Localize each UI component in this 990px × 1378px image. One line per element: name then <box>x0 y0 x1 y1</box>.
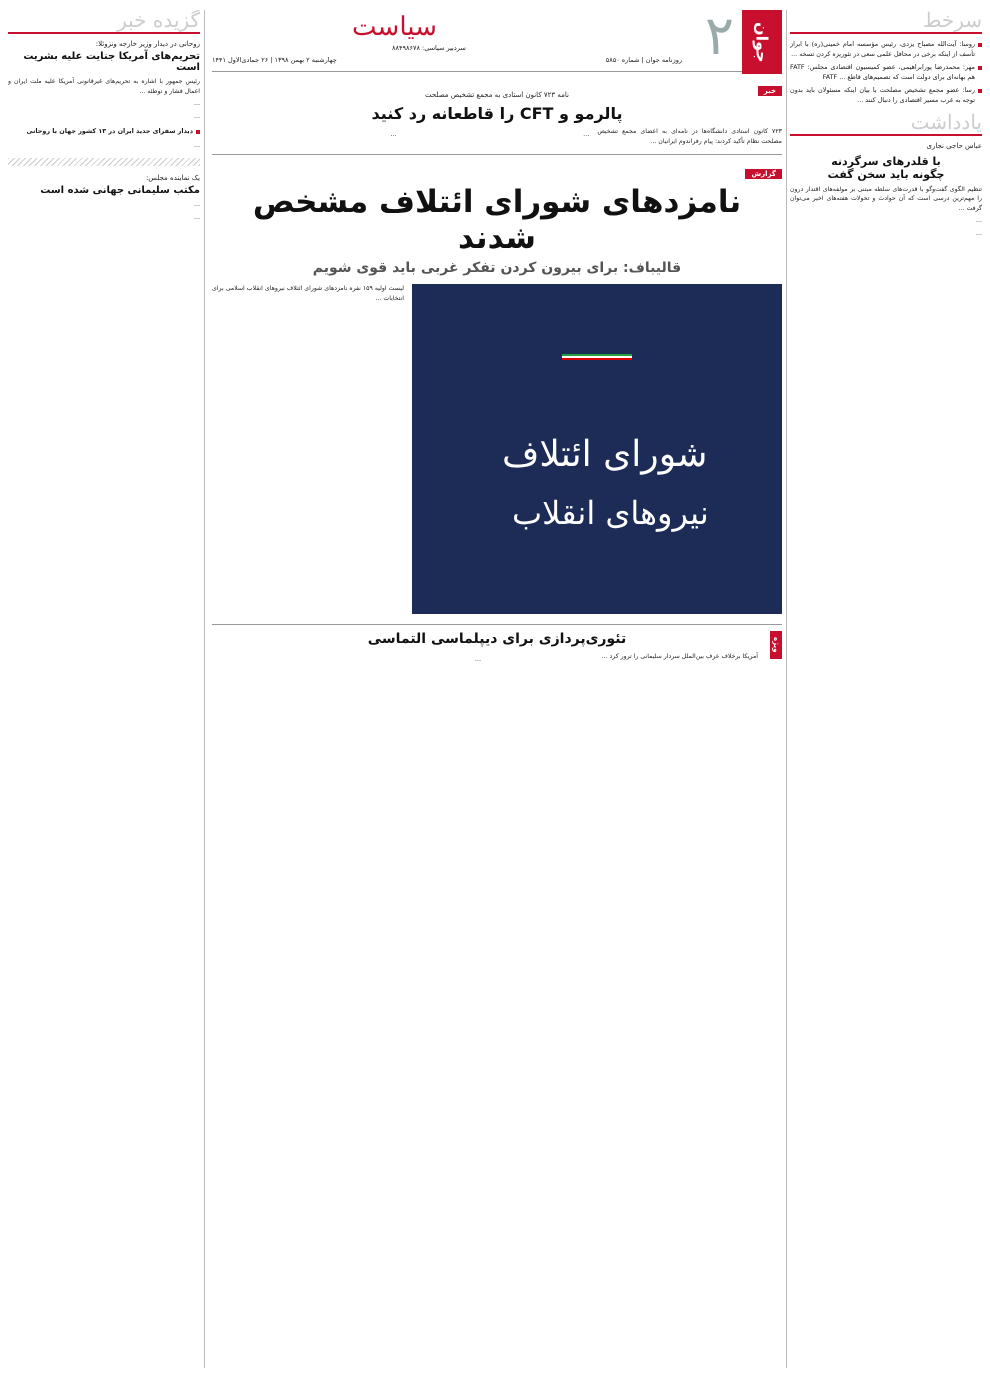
note-para-3: … <box>975 229 982 237</box>
r-para-1: رئیس جمهور با اشاره به تحریم‌های غیرقانونی آمریکا علیه ملت ایران و اعمال فشار و توطئه ... <box>8 78 200 95</box>
top-headline: پالرمو و CFT را قاطعانه رد کنید <box>371 104 623 124</box>
flag-icon <box>562 354 632 360</box>
sarkhat-title: سرخط <box>922 10 982 32</box>
yaddasht-header <box>790 109 982 136</box>
note-title-1: با قلدرهای سرگردنه <box>831 154 941 168</box>
bottom-story <box>212 631 782 664</box>
bottom-rule <box>212 624 782 625</box>
right-column <box>8 10 200 222</box>
yaddasht-title: یادداشت <box>910 109 982 134</box>
top-story <box>212 72 782 146</box>
section-rule <box>212 154 782 155</box>
main-headline: نامزدهای شورای ائتلاف مشخص شدند <box>252 184 742 257</box>
poster-text-1: شورای ائتلاف <box>502 434 708 476</box>
hatch-divider <box>8 158 200 166</box>
r-para-5: … <box>193 201 200 209</box>
r-para-3: … <box>193 112 200 120</box>
headline-2: مکتب سلیمانی جهانی شده است <box>40 185 200 197</box>
news-brief-1: روسا: آیت‌الله مصباح یزدی، رئیس مؤسسه امام خمینی(ره) با ابراز تأسف از اینکه برخی در محافل علمی سعی در تئوریزه کردن تسخه ... <box>790 40 982 59</box>
top-para-3: … <box>390 131 397 139</box>
bottom-para-2: … <box>474 656 481 664</box>
top-story-body <box>212 127 782 146</box>
top-para-1: ۷۲۳ کانون استادی دانشگاه‌ها در نامه‌ای به اعضای مجمع تشخیص مصلحت نظام تأکید کردند: پیام رفراندوم ایرانیان ... <box>597 128 782 145</box>
news-brief-2: مهر: محمدرضا پورابراهیمی، عضو کمیسیون اقتصادی مجلس: FATF هم بهانه‌ای برای دولت است که تصمیم‌های قاطع ... FATF <box>790 63 982 82</box>
note-title-2: چگونه باید سخن گفت <box>827 167 945 181</box>
gozideh-title: گزیده خبر <box>117 10 200 32</box>
top-para-2: … <box>583 131 590 139</box>
note-para-1: تنظیم الگوی گفت‌وگو با قدرت‌های سلطه مبتنی بر مولفه‌های اقتدار درون را مهم‌ترین درسی است که آن حوادث و تحولات هفته‌های اخیر می‌توان گرفت ... <box>790 185 982 212</box>
gozideh-header <box>8 10 200 34</box>
note-para-2: … <box>975 217 982 225</box>
masthead <box>212 10 782 72</box>
logo-box <box>742 10 782 74</box>
names-lead: لیست اولیه ۱۵۹ نفره نامزدهای شورای ائتلاف نیروهای انقلاب اسلامی برای انتخابات ... <box>212 285 404 302</box>
bottom-para-1: آمریکا برخلاف عرف بین‌الملل سردار سلیمانی را ترور کرد ... <box>601 653 758 661</box>
center-section <box>212 10 782 665</box>
sub-head-1: روحانی در دیدار وزیر خارجه ونزوئلا: <box>95 40 200 48</box>
main-subhead: قالیباف: برای بیرون کردن تفکر غربی باید قوی شویم <box>312 260 682 277</box>
bottom-body <box>212 652 782 664</box>
poster <box>412 284 782 614</box>
sub-head-2: یک نماینده مجلس: <box>145 174 200 183</box>
bullet-headline: دیدار سفرای جدید ایران در ۱۳ کشور جهان با روحانی <box>8 127 200 137</box>
news-brief-3: رسا: عضو مجمع تشخیص مصلحت با بیان اینکه مسئولان باید بدون توجه به غرب مسیر اقتصادی را دنبال کنند ... <box>790 86 982 105</box>
r-para-2: … <box>193 100 200 108</box>
divider-left <box>786 10 787 1368</box>
r-para-4: … <box>193 141 200 149</box>
page-number: ۲ <box>704 10 734 67</box>
headline-1: تحریم‌های آمریکا جنایت علیه بشریت است <box>23 51 200 74</box>
report-tag: گزارش <box>745 169 782 179</box>
editor-line: سردبیر سیاسی: ۸۸۴۹۸۶۷۸ <box>392 44 466 52</box>
news-brief-list <box>790 40 982 106</box>
note-author: عباس حاجی نجاری <box>926 141 982 150</box>
r-para-6: … <box>193 213 200 221</box>
top-story-tag: خبر <box>758 86 782 96</box>
poster-text-2: نیروهای انقلاب <box>512 494 709 533</box>
top-kicker: نامه ۷۲۳ کانون استادی به مجمع تشخیص مصلحت <box>425 91 569 99</box>
left-column <box>790 10 982 238</box>
divider-right <box>204 10 205 1368</box>
main-names-col <box>212 284 404 614</box>
date-meta: چهارشنبه ۲ بهمن ۱۳۹۸ | ۲۶ جمادی‌الاول ۱۴۴۱ <box>212 56 337 64</box>
main-report-body <box>212 284 782 614</box>
sarkhat-header <box>790 10 982 34</box>
bottom-headline: تئوری‌پردازی برای دیپلماسی التماسی <box>367 631 627 648</box>
logo: جوان <box>752 21 772 63</box>
issue-meta: روزنامه جوان | شماره ۵۸۵۰ <box>605 56 682 64</box>
bottom-tag: ویژه <box>770 631 782 658</box>
section-name: سیاست <box>352 12 437 42</box>
